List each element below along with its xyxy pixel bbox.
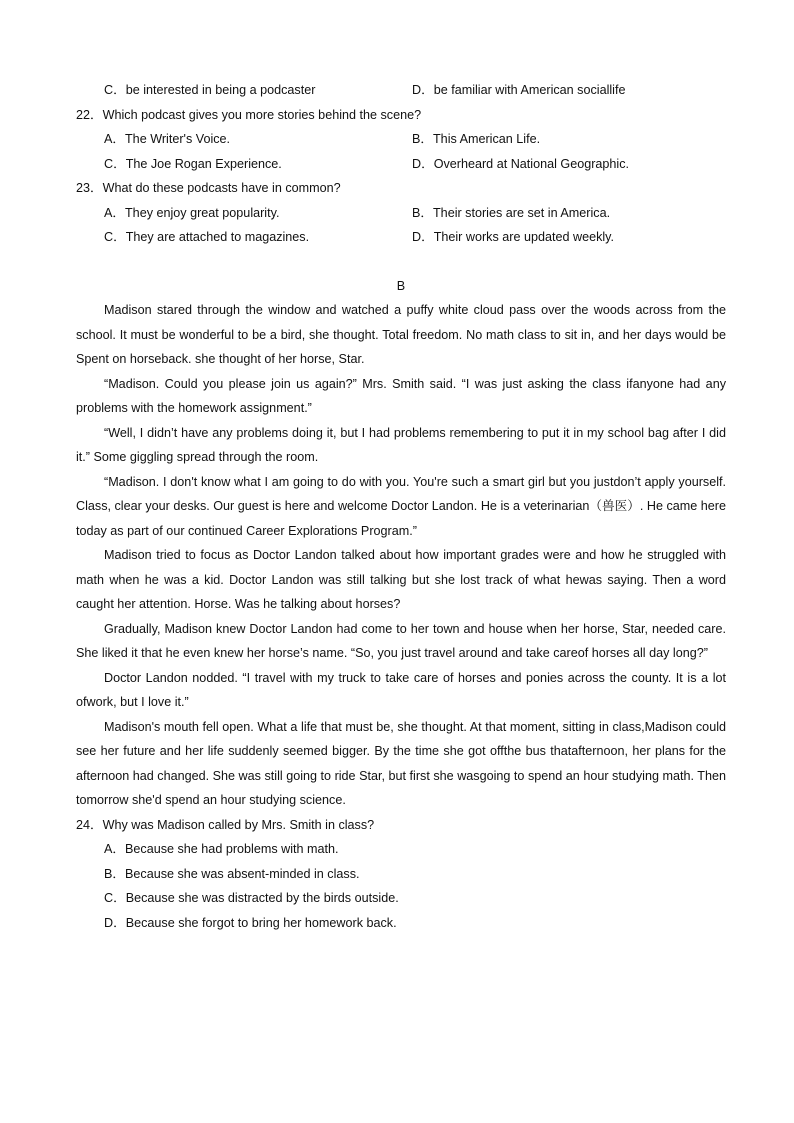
passage-paragraph: Madison tried to focus as Doctor Landon talked about how important grades were and how he struggled with math when he was a kid. Doctor Landon was still talking but she lost track of what hewas saying. Then a word caught her attention. Horse. Was he talking about horses? <box>76 548 726 611</box>
passage-paragraph: Madison stared through the window and watched a puffy white cloud pass over the woods across from the school. It must be wonderful to be a bird, she thought. Total freedom. No math class to sit in, and her days would be Spent on horseback. she thought of her horse, Star. <box>76 303 726 366</box>
q22-options-ab <box>76 127 726 152</box>
q21-option-c: C．be interested in being a podcaster <box>104 83 316 97</box>
section-heading-b: B <box>396 278 406 293</box>
passage-b <box>76 298 726 813</box>
passage-paragraph: Doctor Landon nodded. “I travel with my truck to take care of horses and ponies across the county. It is a lot ofwork, but I love it.” <box>76 670 726 709</box>
passage-paragraph: Gradually, Madison knew Doctor Landon had come to her town and house when her horse, Star, needed care. She liked it that he even knew her horse’s name. “So, you just travel around and take careof horses all day long?” <box>76 621 726 660</box>
q23-stem: 23．What do these podcasts have in common? <box>76 181 341 195</box>
q22-options-cd <box>76 152 726 177</box>
q23-option-c: C．They are attached to magazines. <box>104 230 310 244</box>
q22-option-d: D．Overheard at National Geographic. <box>412 156 630 171</box>
passage-paragraph: “Well, I didn’t have any problems doing it, but I had problems remembering to put it in my school bag after I did it.” Some giggling spread through the room. <box>76 425 726 464</box>
q24-option-a: A．Because she had problems with math. <box>104 842 339 856</box>
q21-option-d: D．be familiar with American sociallife <box>412 83 626 97</box>
q22-stem: 22．Which podcast gives you more stories behind the scene? <box>76 107 422 122</box>
q23-option-a: A．They enjoy great popularity. <box>104 205 280 220</box>
passage-paragraph: Madison's mouth fell open. What a life that must be, she thought. At that moment, sitting in class,Madison could see her future and her life suddenly seemed bigger. By the time she got offthe bus thatafternoon, her plans for the afternoon had changed. She was still going to ride Star, but first she wasgoing to spend an hour studying math. Then tomorrow she'd spend an hour studying science. <box>76 719 726 807</box>
passage-paragraph: “Madison. Could you please join us again?” Mrs. Smith said. “I was just asking the class ifanyone had any problems with the homework assignment.” <box>76 376 726 415</box>
q23-options-ab <box>76 201 726 226</box>
q21-options-cd <box>76 78 726 103</box>
q23-option-b: B．Their stories are set in America. <box>412 205 611 220</box>
q24-option-d: D．Because she forgot to bring her homework back. <box>104 915 397 930</box>
q24-stem: 24．Why was Madison called by Mrs. Smith in class? <box>76 817 375 832</box>
q22-option-c: C．The Joe Rogan Experience. <box>104 156 282 171</box>
q24-option-c: C．Because she was distracted by the birds outside. <box>104 891 399 905</box>
q23-options-cd <box>76 225 726 250</box>
passage-paragraph: “Madison. I don't know what I am going to do with you. You're such a smart girl but you justdon’t apply yourself. Class, clear your desks. Our guest is here and welcome Doctor Landon. He is a veterinarian（兽医）. He came here today as part of our continued Career Explorations Program.” <box>76 474 726 538</box>
q22-option-a: A．The Writer's Voice. <box>104 132 231 146</box>
exam-page <box>76 78 726 935</box>
q22-option-b: B．This American Life. <box>412 132 541 146</box>
q24-option-b: B．Because she was absent-minded in class. <box>104 866 360 881</box>
q23-option-d: D．Their works are updated weekly. <box>412 230 615 244</box>
